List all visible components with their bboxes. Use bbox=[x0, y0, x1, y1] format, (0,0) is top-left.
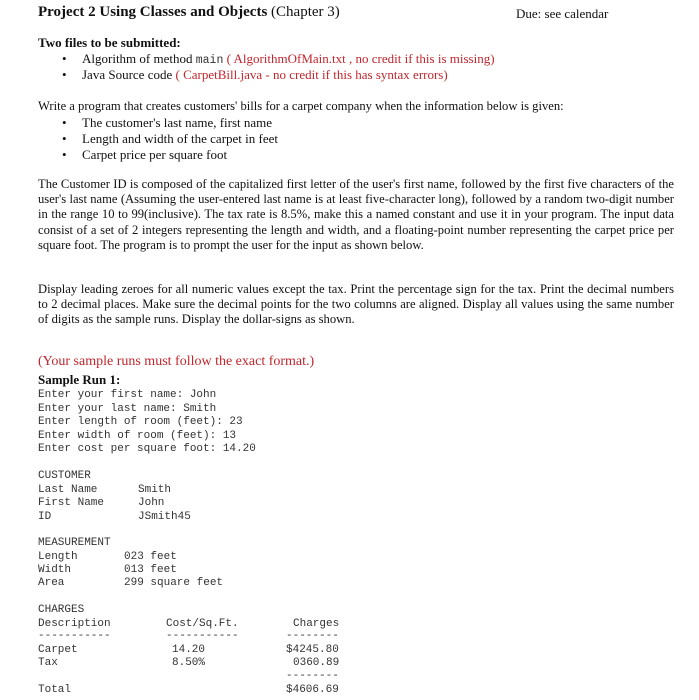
charges-dash-description: ----------- bbox=[38, 630, 111, 642]
bullet-icon: • bbox=[62, 147, 67, 162]
intro-bullet-price: Carpet price per square foot bbox=[82, 147, 228, 162]
file-item-source-prefix: Java Source code bbox=[82, 67, 176, 82]
measurement-label-area: Area bbox=[38, 577, 65, 589]
prompt-last-name: Enter your last name: Smith bbox=[38, 403, 217, 415]
prompt-first-name: Enter your first name: John bbox=[38, 389, 217, 401]
file-item-algorithm-prefix: Algorithm of method bbox=[82, 51, 196, 66]
charges-row-tax-charge: 0360.89 bbox=[293, 657, 340, 669]
code-main: main bbox=[195, 54, 224, 67]
customer-label-last-name: Last Name bbox=[38, 484, 98, 496]
bullet-icon: • bbox=[62, 67, 67, 82]
charges-col-cost: Cost/Sq.Ft. bbox=[166, 618, 239, 630]
charges-row-carpet-charge: $4245.80 bbox=[286, 644, 339, 656]
intro-bullet-dimensions: Length and width of the carpet in feet bbox=[82, 131, 279, 146]
file-item-algorithm bbox=[82, 51, 495, 67]
bullet-icon: • bbox=[62, 51, 67, 66]
charges-row-carpet-cost: 14.20 bbox=[172, 644, 206, 656]
due-date: Due: see calendar bbox=[516, 6, 609, 21]
charges-col-charges: Charges bbox=[293, 618, 340, 630]
charges-row-tax-cost: 8.50% bbox=[172, 657, 206, 669]
sample-run-heading: Sample Run 1: bbox=[38, 372, 121, 387]
file-item-algorithm-note: ( AlgorithmOfMain.txt , no credit if this is missing) bbox=[226, 51, 495, 66]
customer-heading: CUSTOMER bbox=[38, 470, 91, 482]
display-rules-paragraph: Display leading zeroes for all numeric values except the tax. Print the percentage sign for the tax. Print the decimal numbers to 2 decimal places. Make sure the decimal points for the two columns are aligned. Display all values using the same number of digits as the sample runs. Display the dollar-signs as shown. bbox=[38, 282, 674, 327]
measurement-value-width: 013 feet bbox=[124, 564, 177, 576]
measurement-label-length: Length bbox=[38, 551, 78, 563]
prompt-cost: Enter cost per square foot: 14.20 bbox=[38, 443, 256, 455]
page-title-chapter: (Chapter 3) bbox=[267, 4, 340, 20]
charges-dash-cost: ----------- bbox=[166, 630, 239, 642]
prompt-length: Enter length of room (feet): 23 bbox=[38, 416, 243, 428]
charges-row-carpet-desc: Carpet bbox=[38, 644, 78, 656]
charges-row-tax-desc: Tax bbox=[38, 657, 58, 669]
file-item-source bbox=[82, 67, 448, 83]
customer-label-first-name: First Name bbox=[38, 497, 105, 509]
page-title bbox=[38, 4, 340, 21]
bullet-icon: • bbox=[62, 115, 67, 130]
measurement-value-length: 023 feet bbox=[124, 551, 177, 563]
customer-value-last-name: Smith bbox=[138, 484, 172, 496]
bullet-icon: • bbox=[62, 131, 67, 146]
files-heading: Two files to be submitted: bbox=[38, 35, 181, 50]
customer-id-paragraph: The Customer ID is composed of the capitalized first letter of the user's first name, followed by the first five characters of the user's last name (Assuming the user-entered last name is at least five-character long), followed by a random two-digit number in the range 10 to 99(inclusive). The tax rate is 8.5%, make this a named constant and use it in your program. The input data consist of a set of 2 integers representing the length and width, and a floating-point number representing the carpet price per square foot. The program is to prompt the user for the input as shown below. bbox=[38, 177, 674, 252]
charges-heading: CHARGES bbox=[38, 604, 85, 616]
sample-format-note: (Your sample runs must follow the exact format.) bbox=[38, 354, 315, 369]
charges-dash-charges: -------- bbox=[286, 630, 339, 642]
prompt-width: Enter width of room (feet): 13 bbox=[38, 430, 237, 442]
charges-dash-total: -------- bbox=[286, 670, 339, 682]
customer-label-id: ID bbox=[38, 511, 52, 523]
measurement-heading: MEASUREMENT bbox=[38, 537, 111, 549]
measurement-value-area: 299 square feet bbox=[124, 577, 224, 589]
file-item-source-note: ( CarpetBill.java - no credit if this has syntax errors) bbox=[175, 67, 448, 82]
charges-total-label: Total bbox=[38, 684, 72, 696]
charges-total-value: $4606.69 bbox=[286, 684, 339, 696]
intro-text: Write a program that creates customers' bills for a carpet company when the information below is given: bbox=[38, 99, 564, 113]
measurement-label-width: Width bbox=[38, 564, 72, 576]
page-title-bold: Project 2 Using Classes and Objects bbox=[38, 4, 268, 20]
customer-value-id: JSmith45 bbox=[138, 511, 191, 523]
intro-bullet-name: The customer's last name, first name bbox=[82, 115, 273, 130]
charges-col-description: Description bbox=[38, 618, 111, 630]
customer-value-first-name: John bbox=[138, 497, 165, 509]
